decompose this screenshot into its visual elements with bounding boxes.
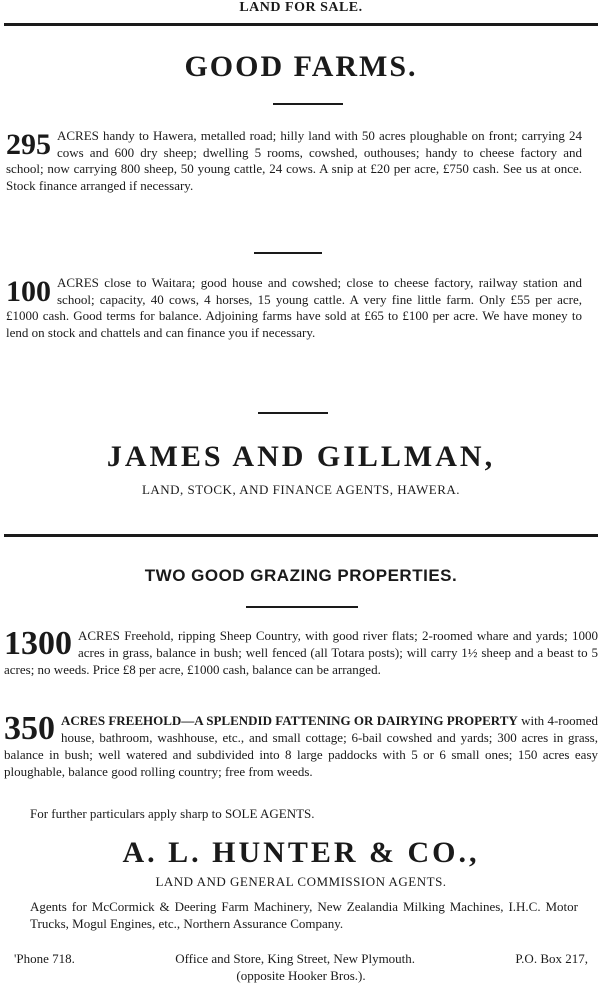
divider-1 [254,252,322,254]
ad1-agent-name: JAMES AND GILLMAN, [106,440,496,473]
listing-295-text: ACRES handy to Hawera, metalled road; hilly land with 50 acres ploughable on front; carrying 24 cows and 600 dry sheep; dwelling 5 rooms, cowshed, outhouses; handy to cheese factory and school; now carrying 800 sheep, 50 young cattle, 24 cows. A snip at £20 per acre, £750 cash. See us at once. Stock finance arranged if necessary. [6,128,582,193]
phone-number: 'Phone 718. [14,951,75,966]
header-rule [4,23,598,26]
listing-350 [4,712,598,780]
ad1-agent-desc: LAND, STOCK, AND FINANCE AGENTS, HAWERA. [141,482,461,497]
contact-row [14,951,588,967]
po-box: P.O. Box 217, [515,951,588,966]
listing-100-text: ACRES close to Waitara; good house and cowshed; close to cheese factory, railway station and school; capacity, 40 cows, 4 horses, 15 young cattle. A very fine little farm. Only £55 per acre, £1000 cash. Good terms for balance. Adjoining farms have sold at £65 to £100 per acre. We have money to lend on stock and chattels and can finance you if necessary. [6,275,582,340]
listing-100-number: 100 [6,275,51,308]
section-header: LAND FOR SALE. [239,0,363,15]
ad-separator [4,534,598,537]
ad2-agent-desc: LAND AND GENERAL COMMISSION AGENTS. [155,874,447,889]
listing-100 [6,275,582,341]
listing-1300 [4,627,598,678]
listing-350-number: 350 [4,710,55,747]
further-particulars: For further particulars apply sharp to SOLE AGENTS. [30,806,315,821]
listing-295 [6,128,582,194]
ad2-heading-rule [246,606,358,608]
office-address: Office and Store, King Street, New Plymouth. [175,951,416,966]
ad2-heading: TWO GOOD GRAZING PROPERTIES. [144,566,458,585]
ad1-heading: GOOD FARMS. [184,50,418,83]
divider-2 [258,412,328,414]
ad2-agent-name: A. L. HUNTER & CO., [122,836,480,869]
opposite-note: (opposite Hooker Bros.). [236,968,366,983]
listing-1300-text: ACRES Freehold, ripping Sheep Country, with good river flats; 2-roomed whare and yards; 1000 acres in grass, balance in bush; well fenced (all Totara posts); will carry 1½ sheep and a beast to 5 acres; no weeds. Price £8 per acre, £1000 cash, balance can be arranged. [4,628,598,677]
agents-for: Agents for McCormick & Deering Farm Machinery, New Zealandia Milking Machines, I.H.C. Motor Trucks, Mogul Engines, etc., Northern Assurance Company. [30,899,578,931]
listing-350-bold: ACRES FREEHOLD—A SPLENDID FATTENING OR DAIRYING PROPERTY [61,713,518,728]
ad1-heading-rule [273,103,343,105]
listing-295-number: 295 [6,128,51,161]
listing-1300-number: 1300 [4,625,72,662]
listing-350-text: with 4-roomed house, bathroom, washhouse, etc., and small cottage; 6-bail cowshed and yards; 300 acres in grass, balance in bush; well watered and subdivided into 8 large paddocks with 5 or 6 small ones; 150 acres easy ploughable, balance good rolling country; free from weeds. [4,713,599,779]
